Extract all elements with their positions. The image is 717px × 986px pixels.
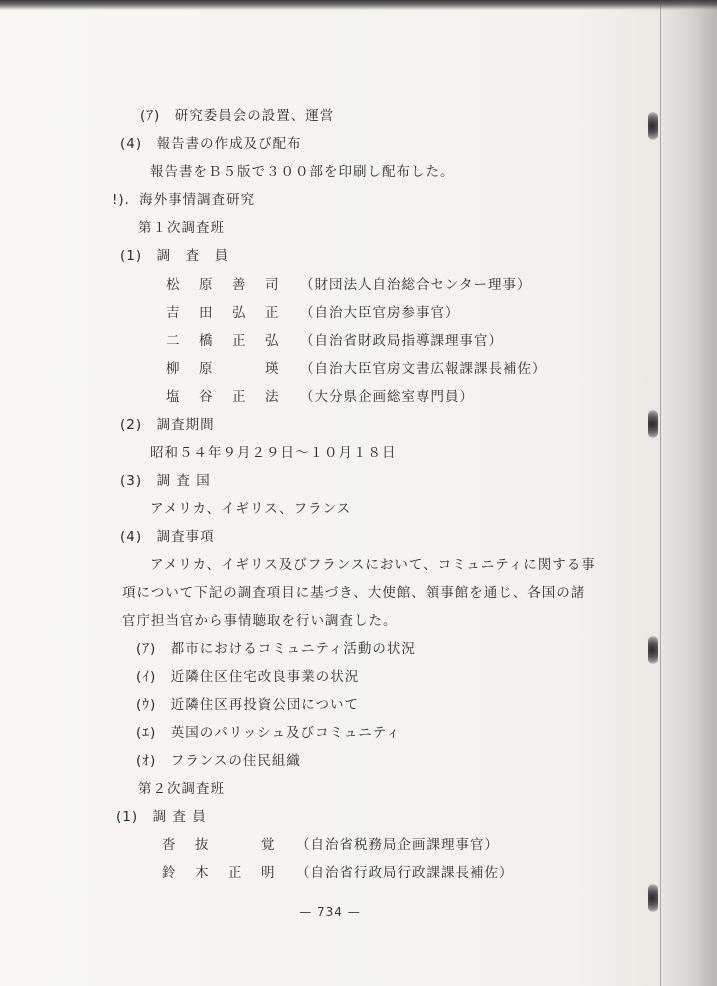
text-line: (ｱ) 研究委員会の設置、運営	[140, 108, 335, 124]
member-title: （財団法人自治総合センター理事）	[300, 277, 532, 293]
text-line: (1) 調 査 員	[116, 809, 207, 825]
member-name: 塩 谷 正 法	[166, 389, 282, 405]
page-number: — 734 —	[299, 905, 361, 919]
member-title: （自治省財政局指導課理事官）	[300, 333, 503, 349]
member-title: （自治省税務局企画課理事官）	[296, 837, 499, 853]
member-title: （自治大臣官房参事官）	[300, 305, 460, 321]
member-title: （自治大臣官房文書広報課課長補佐）	[300, 361, 547, 377]
member-title: （大分県企画総室専門員）	[300, 389, 474, 405]
binding-hole-icon	[648, 636, 658, 664]
text-line: (ｴ) 英国のパリッシュ及びコミュニティ	[136, 725, 401, 741]
page-fold-line	[660, 0, 661, 986]
text-line: (1) 調 査 員	[120, 248, 230, 264]
binding-hole-icon	[648, 410, 658, 438]
scan-right-shadow	[659, 0, 717, 986]
text-line: (3) 調 査 国	[120, 473, 211, 489]
binding-hole-icon	[648, 112, 658, 140]
text-line: 第２次調査班	[138, 781, 225, 797]
member-name: 二 橋 正 弘	[166, 333, 282, 349]
text-line: アメリカ、イギリス及びフランスにおいて、コミュニティに関する事	[150, 557, 596, 573]
member-name: 鈴 木 正 明	[162, 865, 278, 881]
text-line: (ｲ) 近隣住区住宅改良事業の状況	[136, 669, 360, 685]
text-line: アメリカ、イギリス、フランス	[150, 501, 352, 517]
text-line: 第１次調査班	[138, 220, 225, 236]
text-line: 官庁担当官から事情聴取を行い調査した。	[122, 613, 398, 629]
text-line: (2) 調査期間	[120, 417, 215, 433]
text-line: 報告書をＢ５版で３００部を印刷し配布した。	[150, 164, 455, 180]
text-line: 項について下記の調査項目に基づき、大使館、領事館を通じ、各国の諸	[122, 585, 586, 601]
member-name: 柳 原 瑛	[166, 361, 282, 377]
text-line: 昭和５４年９月２９日～１０月１８日	[150, 445, 397, 461]
member-name: 沓 抜 覚	[162, 837, 278, 853]
scan-top-edge	[0, 0, 717, 10]
member-name: 吉 田 弘 正	[166, 305, 282, 321]
member-name: 松 原 善 司	[166, 277, 282, 293]
text-line: (ｳ) 近隣住区再投資公団について	[136, 697, 360, 713]
member-title: （自治省行政局行政課課長補佐）	[296, 865, 514, 881]
text-line: (4) 報告書の作成及び配布	[120, 136, 302, 152]
section-heading: !)．海外事情調査研究	[112, 192, 256, 208]
text-line: (ｵ) フランスの住民組織	[136, 753, 301, 769]
text-line: (4) 調査事項	[120, 529, 215, 545]
text-line: (ｱ) 都市におけるコミュニティ活動の状況	[136, 641, 416, 657]
